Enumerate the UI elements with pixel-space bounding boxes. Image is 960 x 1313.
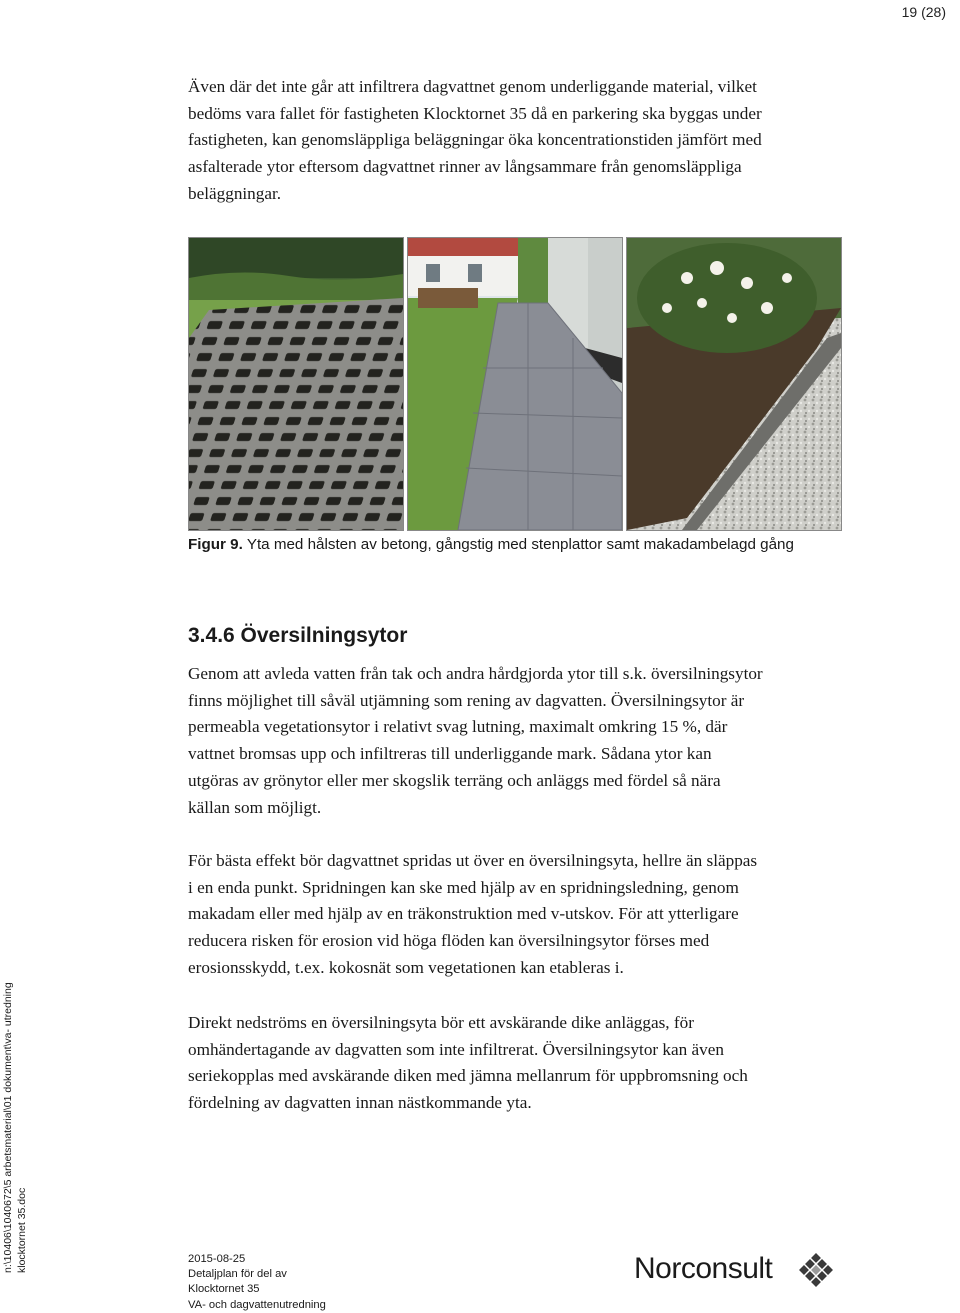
intro-line: bedöms vara fallet för fastigheten Klocktornet 35 då en parkering ska byggas under	[188, 103, 762, 123]
figure-label: Figur 9.	[188, 536, 243, 553]
norconsult-diamond-logo-icon	[796, 1250, 836, 1290]
photo-stone-path	[407, 237, 623, 531]
footer-date: 2015-08-25	[188, 1253, 246, 1265]
text-line: utgöras av grönytor eller mer skogslik terräng och anläggs med fördel så nära	[188, 770, 721, 790]
intro-line: asfalterade ytor eftersom dagvattnet rinner av långsammare från genomsläppliga	[188, 157, 742, 177]
text-line: vattnet bromsas upp och infiltreras till underliggande mark. Sådana ytor kan	[188, 744, 712, 764]
paragraph-1	[188, 661, 848, 821]
section-heading: 3.4.6 Översilningsytor	[188, 624, 408, 647]
file-name-line: klocktornet 35.doc	[16, 1187, 28, 1273]
text-line: fördelning av dagvatten innan nästkommande yta.	[188, 1093, 532, 1113]
text-line: reducera risken för erosion vid höga flöden kan översilningsytor förses med	[188, 931, 710, 951]
logo-text: Norconsult	[634, 1252, 773, 1285]
footer-line: Detaljplan för del av	[188, 1268, 287, 1281]
side-file-path	[0, 960, 40, 1280]
text-line: källan som möjligt.	[188, 797, 322, 817]
paragraph-3	[188, 1010, 848, 1117]
page-number: 19 (28)	[901, 4, 946, 20]
text-line: finns möjlighet till såväl utjämning som rening av dagvatten. Översilningsytor är	[188, 690, 745, 710]
text-line: makadam eller med hjälp av en träkonstruktion med v-utskov. För att ytterligare	[188, 904, 739, 924]
text-line: i en enda punkt. Spridningen kan ske med hjälp av en spridningsledning, genom	[188, 877, 739, 897]
text-line: Direkt nedströms en översilningsyta bör ett avskärande dike anläggas, för	[188, 1013, 694, 1032]
footer-info	[188, 1252, 326, 1313]
figure-caption-text: Yta med hålsten av betong, gångstig med stenplattor samt makadambelagd gång	[246, 536, 794, 553]
text-line: Genom att avleda vatten från tak och andra hårdgjorda ytor till s.k. översilningsytor	[188, 664, 763, 683]
figure-caption	[188, 535, 828, 555]
text-line: omhändertagande av dagvatten som inte infiltrerat. Översilningsytor kan även	[188, 1039, 724, 1059]
intro-line: fastigheten, kan genomsläppliga beläggningar öka koncentrationstiden jämfört med	[188, 130, 762, 150]
file-path-line: n:\10406\1040672\5 arbetsmaterial\01 dokument\va- utredning	[2, 982, 14, 1273]
intro-line: Även där det inte går att infiltrera dagvattnet genom underliggande material, vilket	[188, 77, 757, 96]
intro-line: beläggningar.	[188, 183, 282, 203]
text-line: seriekopplas med avskärande diken med jämna mellanrum för uppbromsning och	[188, 1066, 748, 1086]
intro-paragraph	[188, 74, 848, 208]
footer-line: Klocktornet 35	[188, 1283, 260, 1296]
photo-gravel-path	[626, 237, 842, 531]
norconsult-logo	[634, 1250, 836, 1294]
footer-line: VA- och dagvattenutredning	[188, 1298, 326, 1311]
text-line: permeabla vegetationsytor i relativt svag lutning, maximalt omkring 15 %, där	[188, 717, 728, 737]
photo-grass-pavers	[188, 237, 404, 531]
text-line: För bästa effekt bör dagvattnet spridas ut över en översilningsyta, hellre än släppas	[188, 851, 758, 870]
text-line: erosionsskydd, t.ex. kokosnät som vegetationen kan etableras i.	[188, 957, 624, 977]
paragraph-2	[188, 848, 848, 982]
